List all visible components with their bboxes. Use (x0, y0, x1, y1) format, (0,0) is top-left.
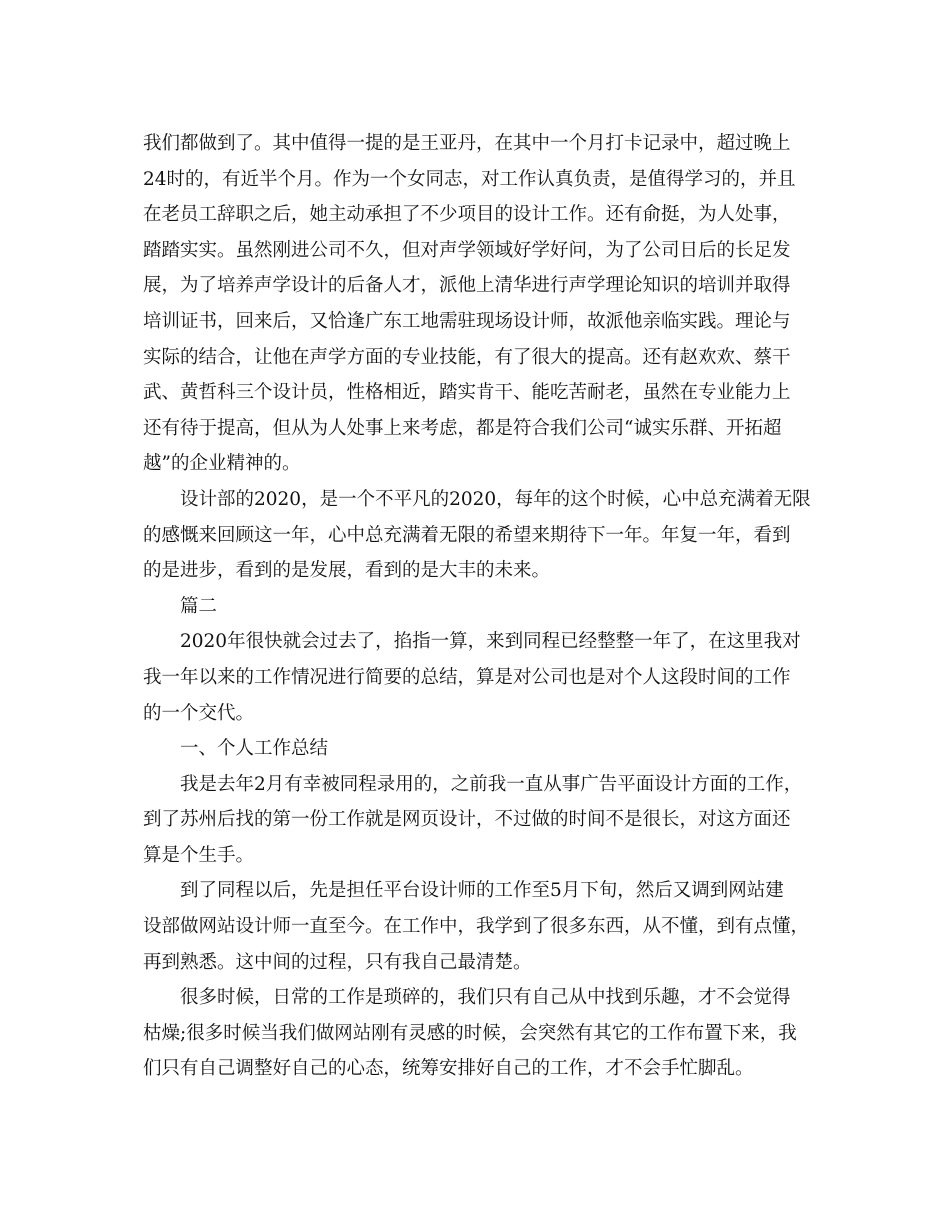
text-line: 很多时候，日常的工作是琐碎的，我们只有自己从中找到乐趣，才不会觉得 (180, 987, 791, 1009)
text-line: 设计部的2020，是一个不平凡的2020，每年的这个时候，心中总充满着无限 (180, 488, 811, 510)
text-line: 的感慨来回顾这一年，心中总充满着无限的希望来期待下一年。年复一年，看到 (143, 524, 791, 546)
text-line: 到了同程以后，先是担任平台设计师的工作至5月下旬，然后又调到网站建 (180, 880, 784, 902)
text-line: 到了苏州后找的第一份工作就是网页设计，不过做的时间不是很长，对这方面还 (143, 809, 791, 831)
text-line: 武、黄哲科三个设计员，性格相近，踏实肯干、能吃苦耐老，虽然在专业能力上 (143, 382, 791, 404)
text-line: 算是个生手。 (143, 844, 255, 866)
text-line: 的一个交代。 (143, 702, 255, 724)
text-line: 实际的结合，让他在声学方面的专业技能，有了很大的提高。还有赵欢欢、蔡干 (143, 346, 791, 368)
text-line: 的是进步，看到的是发展，看到的是大丰的未来。 (143, 560, 551, 582)
text-line: 培训证书，回来后，又恰逢广东工地需驻现场设计师，故派他亲临实践。理论与 (143, 310, 791, 332)
text-line: 我是去年2月有幸被同程录用的，之前我一直从事广告平面设计方面的工作， (180, 773, 803, 795)
text-line: 24时的，有近半个月。作为一个女同志，对工作认真负责，是值得学习的，并且 (143, 168, 796, 190)
text-line: 一、个人工作总结 (180, 738, 329, 760)
text-line: 展，为了培养声学设计的后备人才，派他上清华进行声学理论知识的培训并取得 (143, 275, 791, 297)
text-line: 2020年很快就会过去了，掐指一算，来到同程已经整整一年了，在这里我对 (180, 631, 801, 653)
text-line: 还有待于提高，但从为人处事上来考虑，都是符合我们公司“诚实乐群、开拓超 (143, 417, 782, 439)
text-line: 我们都做到了。其中值得一提的是王亚丹，在其中一个月打卡记录中，超过晚上 (143, 133, 791, 154)
text-line: 设部做网站设计师一直至今。在工作中，我学到了很多东西，从不懂，到有点懂， (143, 916, 810, 938)
text-line: 篇二 (180, 595, 218, 617)
text-line: 我一年以来的工作情况进行简要的总结，算是对公司也是对个人这段时间的工作 (143, 666, 791, 688)
text-line: 在老员工辞职之后，她主动承担了不少项目的设计工作。还有俞挺，为人处事， (143, 204, 791, 226)
text-line: 再到熟悉。这中间的过程，只有我自己最清楚。 (143, 951, 532, 973)
text-line: 越”的企业精神的。 (143, 453, 301, 475)
text-line: 枯燥;很多时候当我们做网站刚有灵感的时候，会突然有其它的工作布置下来，我 (143, 1022, 797, 1044)
document-body (143, 126, 823, 1087)
text-line: 踏踏实实。虽然刚进公司不久，但对声学领域好学好问，为了公司日后的长足发 (143, 239, 791, 261)
text-line: 们只有自己调整好自己的心态，统筹安排好自己的工作，才不会手忙脚乱。 (143, 1058, 754, 1080)
